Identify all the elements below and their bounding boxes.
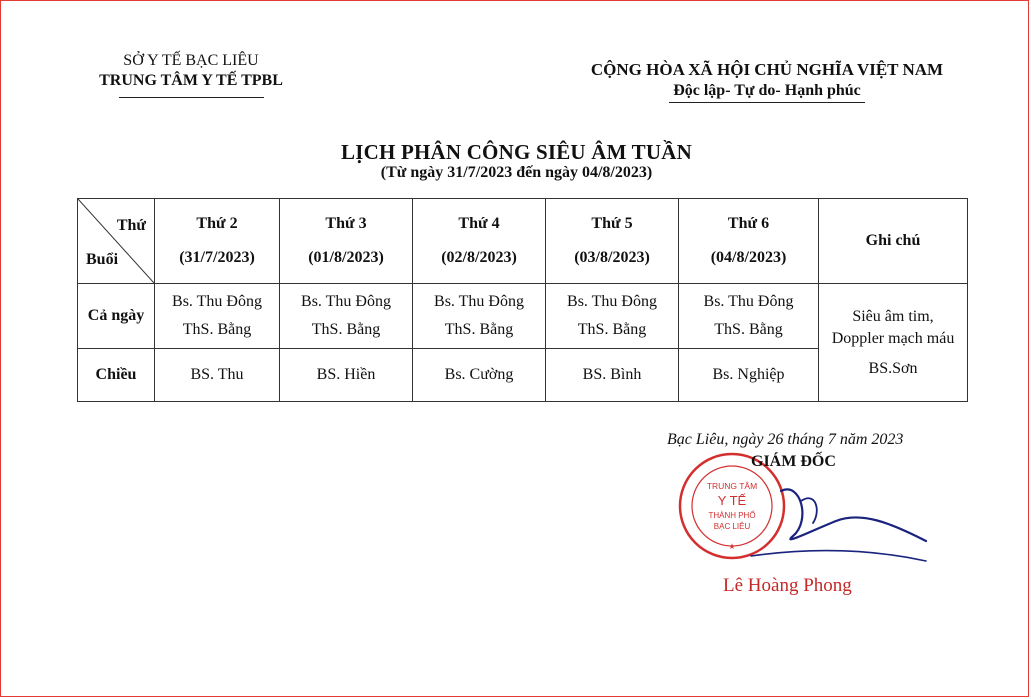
corner-header: [78, 199, 155, 284]
note-line: Doppler mạch máu: [831, 329, 955, 347]
underline-rule: [119, 97, 264, 98]
note-line: Siêu âm tim,: [852, 307, 934, 325]
handwritten-signature: [741, 461, 931, 571]
doctor-name: ThS. Bằng: [714, 321, 783, 338]
issuing-authority: [71, 51, 311, 98]
signer-name: Lê Hoàng Phong: [723, 575, 852, 596]
table-cell: BS. Thu: [155, 349, 280, 402]
table-cell: [546, 284, 679, 349]
day-name: Thứ 2: [196, 215, 238, 232]
center-name: TRUNG TÂM Y TẾ TPBL: [99, 72, 283, 89]
motto-underline: [669, 102, 865, 103]
stamp-line: Y TẾ: [717, 493, 747, 508]
day-header: [546, 199, 679, 284]
table-cell: [155, 284, 280, 349]
day-name: Thứ 4: [458, 215, 500, 232]
day-date: (04/8/2023): [710, 249, 787, 266]
doctor-name: Bs. Thu Đông: [301, 293, 391, 310]
day-name: Thứ 6: [727, 215, 770, 232]
stamp-line: BẠC LIÊU: [713, 522, 751, 531]
doctor-name: Bs. Thu Đông: [703, 293, 794, 310]
table-cell: Bs. Cường: [413, 349, 546, 402]
doctor-name: ThS. Bằng: [444, 321, 514, 338]
table-cell: [413, 284, 546, 349]
session-label: Cả ngày: [78, 284, 155, 349]
day-name: Thứ 5: [591, 215, 633, 232]
corner-session-label: Buổi: [86, 251, 119, 268]
day-header: [280, 199, 413, 284]
day-date: (03/8/2023): [574, 249, 650, 266]
nation-name: CỘNG HÒA XÃ HỘI CHỦ NGHĨA VIỆT NAM: [590, 60, 944, 79]
national-motto: Độc lập- Tự do- Hạnh phúc: [673, 82, 861, 99]
day-header: [155, 199, 280, 284]
document-title: LỊCH PHÂN CÔNG SIÊU ÂM TUẦN: [341, 140, 692, 164]
note-doctor: BS.Sơn: [868, 359, 918, 377]
doctor-name: ThS. Bằng: [577, 321, 647, 338]
corner-day-label: Thứ: [116, 217, 146, 234]
svg-text:★: ★: [728, 542, 736, 551]
session-label: Chiều: [78, 349, 155, 402]
table-cell: BS. Hiền: [280, 349, 413, 402]
doctor-name: Bs. Thu Đông: [434, 293, 524, 310]
national-heading: [557, 59, 977, 103]
note-header: Ghi chú: [819, 199, 968, 284]
table-cell: [679, 284, 819, 349]
stamp-line: TRUNG TÂM: [706, 481, 758, 491]
day-date: (02/8/2023): [441, 249, 517, 266]
date-range: (Từ ngày 31/7/2023 đến ngày 04/8/2023): [380, 164, 653, 181]
table-cell: Bs. Nghiệp: [679, 349, 819, 402]
header-row: [78, 199, 968, 284]
table-cell: BS. Bình: [546, 349, 679, 402]
doctor-name: Bs. Thu Đông: [567, 293, 657, 310]
department-name: SỞ Y TẾ BẠC LIÊU: [123, 52, 259, 69]
day-name: Thứ 3: [325, 215, 367, 232]
doctor-name: Bs. Thu Đông: [172, 293, 262, 310]
doctor-name: ThS. Bằng: [311, 321, 381, 338]
signature-block: [631, 431, 961, 611]
table-row: [78, 284, 968, 349]
doctor-name: ThS. Bằng: [182, 321, 252, 338]
place-date: Bạc Liêu, ngày 26 tháng 7 năm 2023: [667, 431, 904, 448]
diagonal-divider: [78, 199, 154, 283]
day-date: (01/8/2023): [308, 249, 384, 266]
day-date: (31/7/2023): [179, 249, 255, 266]
day-header: [413, 199, 546, 284]
schedule-table: [77, 198, 968, 402]
stamp-line: THÀNH PHỐ: [708, 511, 756, 520]
note-cell: [819, 284, 968, 402]
signer-title: GIÁM ĐỐC: [751, 453, 836, 470]
day-header: [679, 199, 819, 284]
table-cell: [280, 284, 413, 349]
